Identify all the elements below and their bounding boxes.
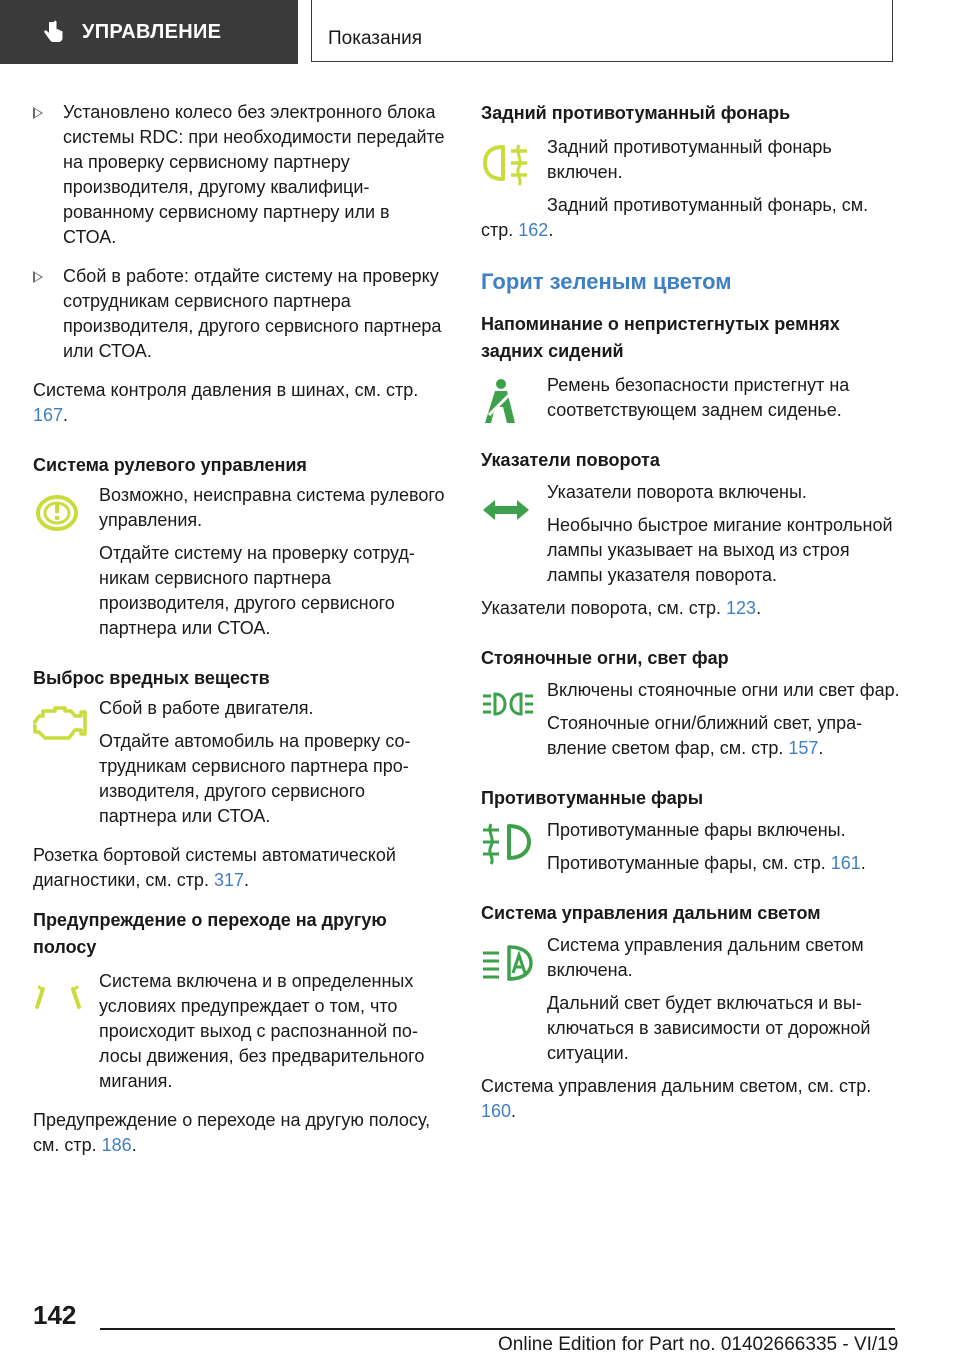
parking-lights-icon	[481, 690, 537, 740]
page-link[interactable]: 160	[481, 1101, 512, 1121]
lane-reference: Предупреждение о переходе на другую полосу, см. стр. 186.	[33, 1110, 431, 1155]
turn-reference: Указатели поворота, см. стр. 123.	[481, 598, 762, 618]
highbeam-block	[481, 933, 901, 1066]
section-title: УПРАВЛЕНИЕ	[82, 20, 222, 43]
frontfog-block	[481, 818, 901, 876]
edition-text: Online Edition for Part no. 01402666335 - VI/19	[498, 1334, 899, 1355]
page-link[interactable]: 186	[101, 1135, 132, 1155]
frontfog-text: Противотуманные фары включены.	[547, 820, 846, 840]
bullet-text: Установлено колесо без электронного блока системы RDC: при необходимости передайте на проверку сервисному партнеру производителя, другому квалифицированному сервисному партнеру или в СТОА.	[63, 102, 445, 247]
seatbelt-heading: Напоминание о непристегнутых ремнях задних сидений	[481, 314, 840, 361]
rearfog-block	[481, 135, 901, 185]
turn-text-1: Указатели поворота включены.	[547, 482, 807, 502]
frontfog-reference: Противотуманные фары, см. стр. 161.	[547, 853, 866, 873]
green-section-heading: Горит зеленым цветом	[481, 269, 732, 294]
emissions-text-2: Отдайте автомобиль на проверку сотрудникам сервисного партнера производителя, другого сервисного партнера или СТОА.	[99, 731, 411, 826]
emissions-text-1: Сбой в работе двигателя.	[99, 698, 314, 718]
lane-text-1: Система включена и в определенных условиях предупреждает о том, что происходит выход с распознанной полосы движения, без предварительного мигания.	[99, 971, 425, 1091]
tpms-reference: Система контроля давления в шинах, см. стр. 167.	[33, 380, 419, 425]
highbeam-text-2: Дальний свет будет включаться и выключаться в зависимости от дорожной ситуации.	[547, 993, 871, 1063]
subsection-tab	[311, 0, 893, 62]
highbeam-text-1: Система управления дальним светом включена.	[547, 935, 864, 980]
seatbelt-block	[481, 373, 901, 423]
lane-block	[33, 969, 445, 1094]
steering-text-2: Отдайте систему на проверку сотрудникам сервисного партнера производителя, другого сервисного партнера или СТОА.	[99, 543, 415, 638]
section-tab	[0, 0, 298, 64]
engine-warning-icon	[33, 702, 89, 752]
front-fog-light-icon	[481, 820, 537, 870]
list-item	[33, 100, 445, 250]
subsection-title: Показания	[328, 28, 422, 49]
obd-reference: Розетка бортовой системы автоматической диагностики, см. стр. 317.	[33, 845, 396, 890]
highbeam-heading: Система управления дальним светом	[481, 903, 821, 923]
frontfog-heading: Противотуманные фары	[481, 788, 704, 808]
footer-divider	[100, 1328, 895, 1330]
rear-fog-light-icon	[481, 141, 537, 191]
bullet-triangle-icon	[33, 271, 43, 283]
rearfog-heading: Задний противотуманный фонарь	[481, 103, 791, 123]
lane-departure-icon	[33, 983, 89, 1033]
list-item	[33, 264, 445, 364]
parking-block	[481, 678, 901, 761]
page-link[interactable]: 157	[788, 738, 819, 758]
parking-text-1: Включены стояночные огни или свет фар.	[547, 680, 900, 700]
page-number: 142	[33, 1300, 77, 1330]
page-link[interactable]: 317	[213, 870, 244, 890]
bullet-text: Сбой в работе: отдайте систему на проверку сотрудникам сервисного партнера производителя, другого сервисного партнера или СТОА.	[63, 266, 442, 361]
high-beam-assist-icon	[481, 943, 537, 993]
page-link[interactable]: 161	[830, 853, 861, 873]
parking-heading: Стояночные огни, свет фар	[481, 648, 729, 668]
right-column	[481, 100, 901, 1124]
hand-pointer-icon	[40, 19, 66, 45]
rearfog-reference: Задний противотуманный фонарь, см. стр. 162.	[481, 195, 869, 240]
page-link[interactable]: 123	[726, 598, 757, 618]
page-link[interactable]: 162	[518, 220, 549, 240]
page-link[interactable]: 167	[33, 405, 64, 425]
turn-heading: Указатели поворота	[481, 450, 660, 470]
emissions-block	[33, 696, 445, 829]
turn-signal-icon	[481, 500, 537, 550]
seatbelt-text: Ремень безопасности пристегнут на соответствующем заднем сиденье.	[547, 375, 850, 420]
emissions-heading: Выброс вредных веществ	[33, 668, 270, 688]
bullet-triangle-icon	[33, 107, 43, 119]
turn-text-2: Необычно быстрое мигание контрольной лампы указывает на выход из строя лампы указателя поворота.	[547, 515, 893, 585]
highbeam-reference: Система управления дальним светом, см. стр. 160.	[481, 1076, 872, 1121]
lane-heading: Предупреждение о переходе на другую полосу	[33, 910, 387, 957]
steering-warning-icon	[33, 489, 89, 539]
steering-heading: Система рулевого управления	[33, 455, 307, 475]
turn-block	[481, 480, 901, 588]
rearfog-text: Задний противотуманный фонарь включен.	[547, 137, 832, 182]
steering-text-1: Возможно, неисправна система рулевого управления.	[99, 485, 445, 530]
parking-text-2: Стояночные огни/ближний свет, управление светом фар, см. стр. 157.	[547, 713, 863, 758]
seatbelt-icon	[481, 377, 537, 427]
steering-block	[33, 483, 445, 641]
left-column	[33, 100, 445, 1158]
